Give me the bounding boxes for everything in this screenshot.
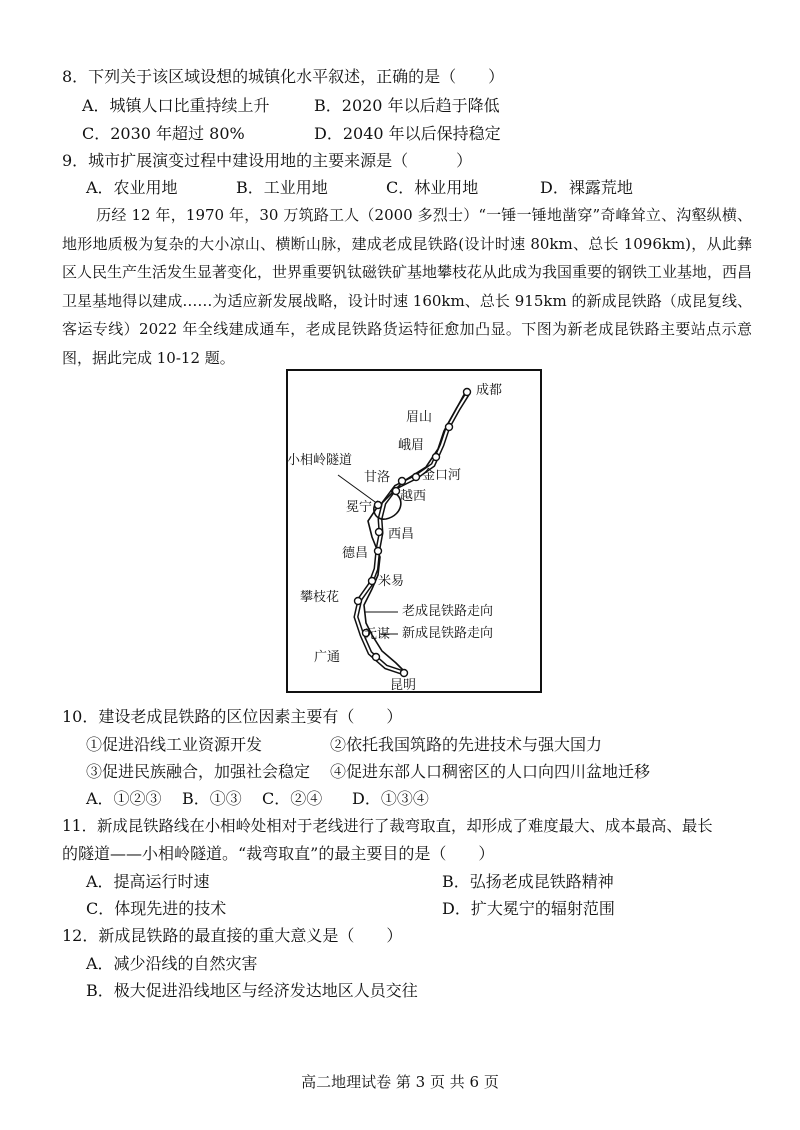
q11-stem-line2: 的隧道——小相岭隧道。“裁弯取直”的最主要目的是（ ） xyxy=(62,844,495,863)
q11-option-a: A．提高运行时速 xyxy=(86,872,210,891)
station-label-dechang: 德昌 xyxy=(342,546,369,561)
station-dot-dechang xyxy=(375,548,382,555)
passage-text: 历经 12 年，1970 年，30 万筑路工人（2000 多烈士）“一锤一锤地凿穿”奇峰耸立、沟壑纵横、地形地质极为复杂的大小凉山、横断山脉，建成老成昆铁路(设计时速 80km、总长 1096km)，从此彝区人民生产生活发生显著变化，世界重要钒钛磁铁矿基地攀枝花从此成为我国重要的钢铁工业基地，西昌卫星基地得以建成……为适应新发展战略，设计时速 160km、总长 915km 的新成昆铁路（成昆复线、客运专线）2022 年全线建成通车，老成昆铁路货运特征愈加凸显。下图为新老成昆铁路主要站点示意图，据此完成 10-12 题。 xyxy=(62,206,753,367)
station-dot-mianning xyxy=(375,502,382,509)
q10-item-3: ③促进民族融合，加强社会稳定 xyxy=(86,762,311,781)
station-label-yuexi: 越西 xyxy=(400,489,427,504)
q9-option-b: B．工业用地 xyxy=(236,178,328,197)
station-label-panzhihua: 攀枝花 xyxy=(300,590,340,605)
station-dot-jinkouhe xyxy=(413,474,420,481)
station-label-emei: 峨眉 xyxy=(398,438,425,453)
station-dot-xichang xyxy=(376,529,383,536)
station-label-kunming: 昆明 xyxy=(390,678,417,693)
q10-option-b: B．①③ xyxy=(182,789,242,808)
station-label-jinkouhe: 金口河 xyxy=(422,468,462,483)
tunnel-label: 小相岭隧道 xyxy=(287,453,353,468)
q11-option-c: C．体现先进的技术 xyxy=(86,899,227,918)
page-footer: 高二地理试卷 第 3 页 共 6 页 xyxy=(301,1073,499,1091)
station-label-ganluo: 甘洛 xyxy=(364,470,391,485)
station-label-xichang: 西昌 xyxy=(388,527,415,542)
station-dot-meishan xyxy=(446,424,453,431)
station-label-meishan: 眉山 xyxy=(406,410,433,425)
q10-option-d: D．①③④ xyxy=(352,789,429,808)
q9-stem: 9．城市扩展演变过程中建设用地的主要来源是（ ） xyxy=(62,151,473,170)
q9-option-d: D．裸露荒地 xyxy=(540,178,633,197)
station-label-miyi: 米易 xyxy=(378,574,405,589)
railway-map xyxy=(286,369,542,693)
q10-option-c: C．②④ xyxy=(262,789,323,808)
q11-option-d: D．扩大冕宁的辐射范围 xyxy=(442,899,615,918)
passage xyxy=(62,201,752,372)
station-dot-miyi xyxy=(369,578,376,585)
station-dot-chengdu xyxy=(464,389,471,396)
q8-option-c: C．2030 年超过 80% xyxy=(82,124,245,143)
station-label-yuanmou: 元谋 xyxy=(364,627,391,642)
q9-option-a: A．农业用地 xyxy=(86,178,178,197)
q11-option-b: B．弘扬老成昆铁路精神 xyxy=(442,872,614,891)
station-dot-panzhihua xyxy=(355,598,362,605)
legend-new-label: 新成昆铁路走向 xyxy=(402,626,494,641)
q12-stem: 12．新成昆铁路的最直接的重大意义是（ ） xyxy=(62,926,403,945)
q9-option-c: C．林业用地 xyxy=(386,178,479,197)
q8-option-d: D．2040 年以后保持稳定 xyxy=(314,124,501,143)
station-label-guangtong: 广通 xyxy=(314,650,341,665)
station-dot-kunming xyxy=(401,670,408,677)
q8-stem: 8．下列关于该区域设想的城镇化水平叙述，正确的是（ ） xyxy=(62,67,505,86)
q10-item-4: ④促进东部人口稠密区的人口向四川盆地迁移 xyxy=(330,762,651,781)
station-dot-yuexi xyxy=(393,488,400,495)
q10-item-2: ②依托我国筑路的先进技术与强大国力 xyxy=(330,735,603,754)
q12-option-b: B．极大促进沿线地区与经济发达地区人员交往 xyxy=(86,981,418,1000)
q12-option-a: A．减少沿线的自然灾害 xyxy=(86,954,258,973)
station-dot-ganluo xyxy=(399,478,406,485)
q8-option-b: B．2020 年以后趋于降低 xyxy=(314,96,500,115)
station-dot-guangtong xyxy=(373,654,380,661)
q8-option-a: A．城镇人口比重持续上升 xyxy=(82,96,270,115)
q10-item-1: ①促进沿线工业资源开发 xyxy=(86,735,263,754)
station-dot-emei xyxy=(433,454,440,461)
q10-stem: 10．建设老成昆铁路的区位因素主要有（ ） xyxy=(62,707,403,726)
legend-old-label: 老成昆铁路走向 xyxy=(402,604,494,619)
station-label-chengdu: 成都 xyxy=(476,383,503,398)
station-label-mianning: 冕宁 xyxy=(346,500,373,515)
q10-option-a: A．①②③ xyxy=(86,789,162,808)
q11-stem-line1: 11．新成昆铁路线在小相岭处相对于老线进行了裁弯取直，却形成了难度最大、成本最高、最长 xyxy=(62,817,713,835)
